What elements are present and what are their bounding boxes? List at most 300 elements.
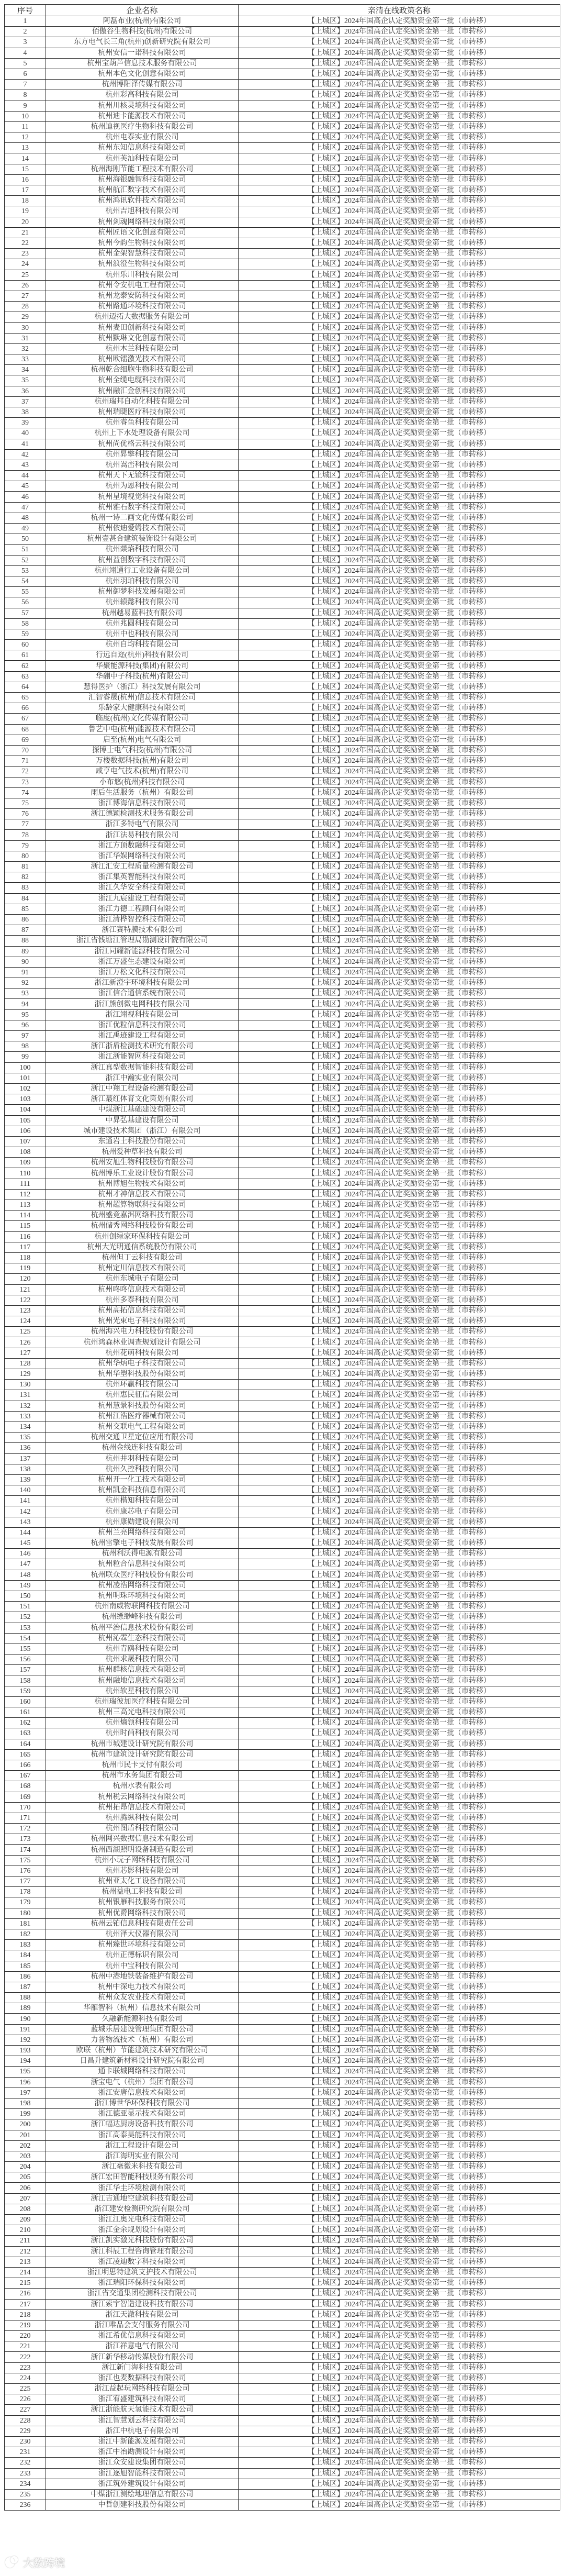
company-name-cell: 佰傲谷生物科技(杭州)有限公司 [46, 27, 239, 37]
company-name-cell: 浙江新澄宇环境科技有限公司 [46, 978, 239, 989]
table-row [5, 27, 560, 37]
policy-name-cell: 【上城区】2024年国高企认定奖励资金第一批（市转移） [239, 513, 560, 523]
serial-number-cell: 46 [5, 492, 46, 502]
company-name-cell: 杭州航汇数字技术有限公司 [46, 185, 239, 196]
table-row [5, 1940, 560, 1950]
policy-name-cell: 【上城区】2024年国高企认定奖励资金第一批（市转移） [239, 682, 560, 692]
policy-name-cell: 【上城区】2024年国高企认定奖励资金第一批（市转移） [239, 206, 560, 217]
policy-name-cell: 【上城区】2024年国高企认定奖励资金第一批（市转移） [239, 798, 560, 808]
policy-name-cell: 【上城区】2024年国高企认定奖励资金第一批（市转移） [239, 840, 560, 851]
serial-number-cell: 129 [5, 1369, 46, 1380]
policy-name-cell: 【上城区】2024年国高企认定奖励资金第一批（市转移） [239, 1982, 560, 1992]
serial-number-cell: 161 [5, 1707, 46, 1718]
serial-number-cell: 20 [5, 217, 46, 227]
serial-number-cell: 187 [5, 1982, 46, 1992]
serial-number-cell: 191 [5, 2024, 46, 2035]
serial-number-cell: 194 [5, 2056, 46, 2067]
policy-name-cell: 【上城区】2024年国高企认定奖励资金第一批（市转移） [239, 735, 560, 745]
company-name-cell: 杭州依迪爱姆技术有限公司 [46, 524, 239, 534]
policy-name-cell: 【上城区】2024年国高企认定奖励资金第一批（市转移） [239, 1887, 560, 1897]
policy-name-cell: 【上城区】2024年国高企认定奖励资金第一批（市转移） [239, 1221, 560, 1231]
policy-name-cell: 【上城区】2024年国高企认定奖励资金第一批（市转移） [239, 809, 560, 819]
table-row [5, 1559, 560, 1570]
company-name-cell: 浙江力德工程顾问有限公司 [46, 904, 239, 914]
table-row [5, 58, 560, 69]
company-name-cell: 杭州臻世环境科技有限公司 [46, 1940, 239, 1950]
serial-number-cell: 63 [5, 671, 46, 682]
policy-name-cell: 【上城区】2024年国高企认定奖励资金第一批（市转移） [239, 1675, 560, 1686]
company-name-cell: 杭州三高光电科技有限公司 [46, 1707, 239, 1718]
policy-name-cell: 【上城区】2024年国高企认定奖励资金第一批（市转移） [239, 1358, 560, 1369]
company-name-cell: 杭州木兰科技有限公司 [46, 343, 239, 354]
company-name-cell: 浙江华娱网络科技有限公司 [46, 851, 239, 861]
table-row [5, 2373, 560, 2383]
table-row [5, 1337, 560, 1348]
policy-name-cell: 【上城区】2024年国高企认定奖励资金第一批（市转移） [239, 69, 560, 79]
policy-name-cell: 【上城区】2024年国高企认定奖励资金第一批（市转移） [239, 2373, 560, 2383]
policy-name-cell: 【上城区】2024年国高企认定奖励资金第一批（市转移） [239, 618, 560, 629]
table-row [5, 2405, 560, 2415]
table-row [5, 2257, 560, 2267]
policy-name-cell: 【上城区】2024年国高企认定奖励资金第一批（市转移） [239, 1464, 560, 1474]
policy-name-cell: 【上城区】2024年国高企认定奖励资金第一批（市转移） [239, 343, 560, 354]
table-row [5, 967, 560, 978]
serial-number-cell: 16 [5, 174, 46, 185]
serial-number-cell: 125 [5, 1327, 46, 1337]
policy-name-cell: 【上城区】2024年国高企认定奖励资金第一批（市转移） [239, 1242, 560, 1252]
serial-number-cell: 223 [5, 2362, 46, 2373]
company-name-cell: 杭州雅石数字科技有限公司 [46, 502, 239, 513]
serial-number-cell: 233 [5, 2468, 46, 2479]
serial-number-cell: 40 [5, 428, 46, 439]
serial-number-cell: 15 [5, 164, 46, 174]
table-row [5, 1749, 560, 1760]
serial-number-cell: 228 [5, 2415, 46, 2426]
policy-name-cell: 【上城区】2024年国高企认定奖励资金第一批（市转移） [239, 1696, 560, 1707]
policy-name-cell: 【上城区】2024年国高企认定奖励资金第一批（市转移） [239, 1623, 560, 1633]
table-row [5, 1633, 560, 1644]
table-row [5, 1887, 560, 1897]
serial-number-cell: 150 [5, 1591, 46, 1601]
table-row [5, 449, 560, 460]
serial-number-cell: 1 [5, 16, 46, 27]
table-row [5, 946, 560, 957]
company-name-cell: 杭州乐川科技有限公司 [46, 270, 239, 280]
company-name-cell: 杭州剑魂网络科技有限公司 [46, 217, 239, 227]
policy-name-cell: 【上城区】2024年国高企认定奖励资金第一批（市转移） [239, 650, 560, 661]
table-row [5, 280, 560, 291]
serial-number-cell: 52 [5, 555, 46, 565]
company-name-cell: 浙江集英智能科技有限公司 [46, 872, 239, 883]
policy-name-cell: 【上城区】2024年国高企认定奖励资金第一批（市转移） [239, 2056, 560, 2067]
policy-name-cell: 【上城区】2024年国高企认定奖励资金第一批（市转移） [239, 2183, 560, 2193]
company-name-cell: 浙江汇安工程质量检测有限公司 [46, 862, 239, 872]
policy-name-cell: 【上城区】2024年国高企认定奖励资金第一批（市转移） [239, 1739, 560, 1749]
serial-number-cell: 44 [5, 471, 46, 481]
table-row [5, 312, 560, 323]
company-name-cell: 杭州云铂信息科技有限责任公司 [46, 1918, 239, 1929]
table-row [5, 2436, 560, 2447]
company-name-cell: 杭州尚优格云科技有限公司 [46, 439, 239, 449]
company-name-cell: 中昇弘基建设有限公司 [46, 1115, 239, 1126]
table-row [5, 2119, 560, 2130]
serial-number-cell: 143 [5, 1517, 46, 1527]
serial-number-cell: 82 [5, 872, 46, 883]
company-name-cell: 浙江浙能航天氢能技术有限公司 [46, 2405, 239, 2415]
serial-number-cell: 123 [5, 1305, 46, 1316]
company-name-cell: 浙江中瀚实业有限公司 [46, 1073, 239, 1083]
company-name-cell: 杭州网兴数据信息技术有限公司 [46, 1834, 239, 1845]
company-name-cell: 杭州花萌科技有限公司 [46, 1348, 239, 1358]
table-row [5, 1918, 560, 1929]
table-row [5, 1665, 560, 1675]
serial-number-cell: 69 [5, 735, 46, 745]
serial-number-cell: 50 [5, 534, 46, 545]
serial-number-cell: 209 [5, 2215, 46, 2225]
table-row [5, 1221, 560, 1231]
company-name-cell: 杭州小玩子网络科技有限公司 [46, 1855, 239, 1866]
serial-number-cell: 199 [5, 2109, 46, 2119]
company-name-cell: 杭州瑞睫医疗科技有限公司 [46, 407, 239, 417]
policy-name-cell: 【上城区】2024年国高企认定奖励资金第一批（市转移） [239, 471, 560, 481]
table-row [5, 1094, 560, 1105]
company-name-cell: 杭州光束电子科技有限公司 [46, 1316, 239, 1327]
company-name-cell: 浙江赛特膜技术有限公司 [46, 925, 239, 936]
policy-name-cell: 【上城区】2024年国高企认定奖励资金第一批（市转移） [239, 418, 560, 428]
watermark-text: 大数跨境 [23, 2556, 65, 2569]
company-name-cell: 浙江多特电气有限公司 [46, 819, 239, 830]
serial-number-cell: 216 [5, 2289, 46, 2299]
table-row [5, 735, 560, 745]
policy-name-cell: 【上城区】2024年国高企认定奖励资金第一批（市转移） [239, 1348, 560, 1358]
table-row [5, 513, 560, 523]
table-row [5, 2458, 560, 2468]
table-row [5, 1591, 560, 1601]
policy-name-cell: 【上城区】2024年国高企认定奖励资金第一批（市转移） [239, 1781, 560, 1792]
company-name-cell: 杭州鸿讯软件技术有限公司 [46, 196, 239, 206]
table-row [5, 1411, 560, 1422]
table-row [5, 354, 560, 365]
policy-name-cell: 【上城区】2024年国高企认定奖励资金第一批（市转移） [239, 48, 560, 58]
table-row [5, 2183, 560, 2193]
policy-name-cell: 【上城区】2024年国高企认定奖励资金第一批（市转移） [239, 1749, 560, 1760]
serial-number-cell: 98 [5, 1041, 46, 1052]
policy-name-cell: 【上城区】2024年国高企认定奖励资金第一批（市转移） [239, 2151, 560, 2161]
serial-number-cell: 167 [5, 1771, 46, 1781]
policy-name-cell: 【上城区】2024年国高企认定奖励资金第一批（市转移） [239, 428, 560, 439]
policy-name-cell: 【上城区】2024年国高企认定奖励资金第一批（市转移） [239, 2267, 560, 2278]
policy-name-cell: 【上城区】2024年国高企认定奖励资金第一批（市转移） [239, 2257, 560, 2267]
policy-name-cell: 【上城区】2024年国高企认定奖励资金第一批（市转移） [239, 883, 560, 893]
serial-number-cell: 197 [5, 2088, 46, 2098]
policy-name-cell: 【上城区】2024年国高企认定奖励资金第一批（市转移） [239, 1263, 560, 1274]
company-name-cell: 杭州中深电力技术有限公司 [46, 1982, 239, 1992]
company-name-cell: 浙江优粒信息科技有限公司 [46, 1020, 239, 1030]
company-name-cell: 杭州水表有限公司 [46, 1781, 239, 1792]
policy-name-cell: 【上城区】2024年国高企认定奖励资金第一批（市转移） [239, 2479, 560, 2489]
company-name-cell: 杭州青鸥科技有限公司 [46, 1644, 239, 1654]
serial-number-cell: 6 [5, 69, 46, 79]
table-row [5, 471, 560, 481]
policy-name-cell: 【上城区】2024年国高企认定奖励资金第一批（市转移） [239, 1813, 560, 1823]
policy-name-cell: 【上城区】2024年国高企认定奖励资金第一批（市转移） [239, 2119, 560, 2130]
serial-number-cell: 111 [5, 1179, 46, 1189]
serial-number-cell: 10 [5, 111, 46, 121]
table-row [5, 365, 560, 375]
serial-number-cell: 67 [5, 714, 46, 724]
table-row [5, 1105, 560, 1115]
serial-number-cell: 113 [5, 1200, 46, 1211]
company-name-cell: 浙江智慧划云科技有限公司 [46, 2415, 239, 2426]
company-name-cell: 浙江中冶勘测设计有限公司 [46, 2447, 239, 2458]
serial-number-cell: 3 [5, 37, 46, 48]
header-company-name: 企业名称 [46, 5, 239, 16]
table-row [5, 1263, 560, 1274]
policy-name-cell: 【上城区】2024年国高企认定奖励资金第一批（市转移） [239, 2246, 560, 2257]
company-name-cell: 杭州凌浩网络科技有限公司 [46, 1580, 239, 1591]
table-row [5, 693, 560, 703]
table-row [5, 597, 560, 608]
serial-number-cell: 201 [5, 2130, 46, 2140]
policy-name-cell: 【上城区】2024年国高企认定奖励资金第一批（市转移） [239, 396, 560, 407]
table-row [5, 904, 560, 914]
serial-number-cell: 160 [5, 1696, 46, 1707]
company-name-cell: 杭州平治信息技术股份有限公司 [46, 1623, 239, 1633]
policy-name-cell: 【上城区】2024年国高企认定奖励资金第一批（市转移） [239, 1105, 560, 1115]
table-row [5, 80, 560, 90]
serial-number-cell: 195 [5, 2067, 46, 2077]
company-name-cell: 浙江中杭电子有限公司 [46, 2426, 239, 2436]
policy-name-cell: 【上城区】2024年国高企认定奖励资金第一批（市转移） [239, 1284, 560, 1295]
table-row [5, 396, 560, 407]
table-row [5, 2289, 560, 2299]
policy-name-cell: 【上城区】2024年国高企认定奖励资金第一批（市转移） [239, 132, 560, 143]
company-name-cell: 浙江祥意电气有限公司 [46, 2341, 239, 2352]
serial-number-cell: 62 [5, 661, 46, 671]
table-row [5, 1474, 560, 1485]
serial-number-cell: 186 [5, 1971, 46, 1982]
company-name-cell: 力普物流技术（杭州）有限公司 [46, 2035, 239, 2045]
policy-name-cell: 【上城区】2024年国高企认定奖励资金第一批（市转移） [239, 597, 560, 608]
policy-name-cell: 【上城区】2024年国高企认定奖励资金第一批（市转移） [239, 2035, 560, 2045]
policy-name-cell: 【上城区】2024年国高企认定奖励资金第一批（市转移） [239, 565, 560, 576]
serial-number-cell: 183 [5, 1940, 46, 1950]
company-name-cell: 浙江益起玩网络科技有限公司 [46, 2384, 239, 2394]
policy-name-cell: 【上城区】2024年国高企认定奖励资金第一批（市转移） [239, 323, 560, 333]
policy-name-cell: 【上城区】2024年国高企认定奖励资金第一批（市转移） [239, 1411, 560, 1422]
serial-number-cell: 104 [5, 1105, 46, 1115]
policy-name-cell: 【上城区】2024年国高企认定奖励资金第一批（市转移） [239, 555, 560, 565]
table-row [5, 1147, 560, 1158]
policy-name-cell: 【上城区】2024年国高企认定奖励资金第一批（市转移） [239, 978, 560, 989]
serial-number-cell: 56 [5, 597, 46, 608]
table-row [5, 2067, 560, 2077]
table-row [5, 1380, 560, 1390]
policy-name-cell: 【上城区】2024年国高企认定奖励资金第一批（市转移） [239, 999, 560, 1009]
policy-name-cell: 【上城区】2024年国高企认定奖励资金第一批（市转移） [239, 1718, 560, 1728]
table-row [5, 407, 560, 417]
serial-number-cell: 90 [5, 957, 46, 967]
policy-name-cell: 【上城区】2024年国高企认定奖励资金第一批（市转移） [239, 767, 560, 777]
serial-number-cell: 140 [5, 1485, 46, 1496]
policy-name-cell: 【上城区】2024年国高企认定奖励资金第一批（市转移） [239, 524, 560, 534]
table-row [5, 323, 560, 333]
table-row [5, 703, 560, 714]
company-name-cell: 浙江熊创微电网科技有限公司 [46, 999, 239, 1009]
company-name-cell: 杭州匠语文化创意有限公司 [46, 227, 239, 238]
company-name-cell: 浙江博海信息科技有限公司 [46, 798, 239, 808]
table-row [5, 608, 560, 618]
company-name-cell: 杭州粒合信息科技有限公司 [46, 1559, 239, 1570]
table-row [5, 534, 560, 545]
company-name-cell: 浙江宏田智能科技服务有限公司 [46, 2172, 239, 2183]
serial-number-cell: 190 [5, 2014, 46, 2024]
policy-name-cell: 【上城区】2024年国高企认定奖励资金第一批（市转移） [239, 1200, 560, 1211]
table-row [5, 2267, 560, 2278]
table-row [5, 1062, 560, 1073]
table-row [5, 418, 560, 428]
company-name-cell: 浙江幅达厨房设备科技有限公司 [46, 2119, 239, 2130]
serial-number-cell: 117 [5, 1242, 46, 1252]
company-name-cell: 杭州上下水处理设备有限公司 [46, 428, 239, 439]
serial-number-cell: 11 [5, 121, 46, 132]
policy-name-cell: 【上城区】2024年国高企认定奖励资金第一批（市转移） [239, 1612, 560, 1623]
serial-number-cell: 28 [5, 302, 46, 312]
table-row [5, 1855, 560, 1866]
company-name-cell: 杭州兰亮网络科技有限公司 [46, 1527, 239, 1538]
serial-number-cell: 45 [5, 481, 46, 492]
table-row [5, 1866, 560, 1876]
table-row [5, 851, 560, 861]
serial-number-cell: 119 [5, 1263, 46, 1274]
serial-number-cell: 227 [5, 2405, 46, 2415]
serial-number-cell: 141 [5, 1496, 46, 1506]
serial-number-cell: 185 [5, 1961, 46, 1971]
company-name-cell: 浙江禹迹建设工程有限公司 [46, 1031, 239, 1041]
company-name-cell: 杭州市水务集团有限公司 [46, 1771, 239, 1781]
serial-number-cell: 102 [5, 1083, 46, 1094]
table-row [5, 1422, 560, 1432]
serial-number-cell: 235 [5, 2489, 46, 2500]
company-name-cell: 杭州吉旭科技有限公司 [46, 206, 239, 217]
company-name-cell: 杭州御梦科技发展有限公司 [46, 587, 239, 597]
company-name-cell: 杭州路通环境科技有限公司 [46, 302, 239, 312]
company-name-cell: 浙江众安建设集团有限公司 [46, 2458, 239, 2468]
policy-name-cell: 【上城区】2024年国高企认定奖励资金第一批（市转移） [239, 534, 560, 545]
table-row [5, 1718, 560, 1728]
serial-number-cell: 138 [5, 1464, 46, 1474]
serial-number-cell: 120 [5, 1274, 46, 1284]
company-name-cell: 浙江高泰昊能科技有限公司 [46, 2130, 239, 2140]
serial-number-cell: 181 [5, 1918, 46, 1929]
header-serial-number: 序号 [5, 5, 46, 16]
table-row [5, 1327, 560, 1337]
policy-name-cell: 【上城区】2024年国高企认定奖励资金第一批（市转移） [239, 1073, 560, 1083]
policy-name-cell: 【上城区】2024年国高企认定奖励资金第一批（市转移） [239, 1655, 560, 1665]
policy-name-cell: 【上城区】2024年国高企认定奖励资金第一批（市转移） [239, 58, 560, 69]
company-name-cell: 杭州时尚科技有限公司 [46, 1728, 239, 1739]
company-name-cell: 浙江工程设计有限公司 [46, 2140, 239, 2151]
table-row [5, 1792, 560, 1802]
company-name-cell: 杭州燚焰科技有限公司 [46, 545, 239, 555]
company-name-cell: 杭州瑞邦自动化科技有限公司 [46, 396, 239, 407]
company-name-cell: 杭州安信一诺科技有限公司 [46, 48, 239, 58]
table-row [5, 1031, 560, 1041]
serial-number-cell: 236 [5, 2500, 46, 2511]
policy-name-cell: 【上城区】2024年国高企认定奖励资金第一批（市转移） [239, 2362, 560, 2373]
serial-number-cell: 189 [5, 2003, 46, 2014]
serial-number-cell: 93 [5, 989, 46, 999]
policy-name-cell: 【上城区】2024年国高企认定奖励资金第一批（市转移） [239, 460, 560, 470]
company-name-cell: 杭州宝葫芦信息技术服务有限公司 [46, 58, 239, 69]
serial-number-cell: 180 [5, 1908, 46, 1918]
policy-name-cell: 【上城区】2024年国高企认定奖励资金第一批（市转移） [239, 2140, 560, 2151]
serial-number-cell: 17 [5, 185, 46, 196]
serial-number-cell: 76 [5, 809, 46, 819]
table-row [5, 1696, 560, 1707]
company-name-cell: 杭州缥缈峰科技有限公司 [46, 1612, 239, 1623]
serial-number-cell: 36 [5, 386, 46, 396]
serial-number-cell: 178 [5, 1887, 46, 1897]
table-row [5, 386, 560, 396]
table-row [5, 2278, 560, 2289]
policy-name-cell: 【上城区】2024年国高企认定奖励资金第一批（市转移） [239, 640, 560, 650]
company-name-cell: 启至(杭州)电气有限公司 [46, 735, 239, 745]
serial-number-cell: 42 [5, 449, 46, 460]
table-row [5, 576, 560, 586]
table-row [5, 1083, 560, 1094]
table-row [5, 1612, 560, 1623]
policy-name-cell: 【上城区】2024年国高企认定奖励资金第一批（市转移） [239, 1506, 560, 1517]
serial-number-cell: 213 [5, 2257, 46, 2267]
policy-name-cell: 【上城区】2024年国高企认定奖励资金第一批（市转移） [239, 2489, 560, 2500]
company-name-cell: 杭州昇擎科技有限公司 [46, 449, 239, 460]
company-name-cell: 浙江天澈科技有限公司 [46, 2309, 239, 2320]
policy-name-cell: 【上城区】2024年国高企认定奖励资金第一批（市转移） [239, 1559, 560, 1570]
table-row [5, 1993, 560, 2003]
company-name-cell: 浙江索宇智造建设科技有限公司 [46, 2299, 239, 2309]
serial-number-cell: 38 [5, 407, 46, 417]
company-name-cell: 杭州泽大仪器有限公司 [46, 1929, 239, 1939]
company-name-cell: 浙江九宸建设工程有限公司 [46, 893, 239, 904]
table-row [5, 1971, 560, 1982]
company-name-cell: 杭州中也科技有限公司 [46, 629, 239, 639]
table-row [5, 1908, 560, 1918]
serial-number-cell: 182 [5, 1929, 46, 1939]
table-row [5, 2056, 560, 2067]
serial-number-cell: 222 [5, 2352, 46, 2362]
table-row [5, 153, 560, 164]
policy-name-cell: 【上城区】2024年国高企认定奖励资金第一批（市转移） [239, 1802, 560, 1813]
company-name-cell: 中煤浙江测绘地理信息有限公司 [46, 2489, 239, 2500]
company-name-cell: 杭州市城建设计研究院有限公司 [46, 1739, 239, 1749]
table-row [5, 893, 560, 904]
policy-name-cell: 【上城区】2024年国高企认定奖励资金第一批（市转移） [239, 449, 560, 460]
serial-number-cell: 94 [5, 999, 46, 1009]
watermark [5, 2555, 65, 2569]
company-name-cell: 浙江唯品会支付服务有限公司 [46, 2320, 239, 2330]
company-name-cell: 杭州瑞彼加医疗科技有限公司 [46, 1696, 239, 1707]
table-row [5, 724, 560, 735]
policy-name-cell: 【上城区】2024年国高企认定奖励资金第一批（市转移） [239, 1316, 560, 1327]
policy-name-cell: 【上城区】2024年国高企认定奖励资金第一批（市转移） [239, 1877, 560, 1887]
table-row [5, 2225, 560, 2236]
policy-name-cell: 【上城区】2024年国高企认定奖励资金第一批（市转移） [239, 270, 560, 280]
serial-number-cell: 84 [5, 893, 46, 904]
serial-number-cell: 108 [5, 1147, 46, 1158]
company-name-cell: 杭州金线连科技有限公司 [46, 1443, 239, 1453]
policy-name-cell: 【上城区】2024年国高企认定奖励资金第一批（市转移） [239, 259, 560, 270]
